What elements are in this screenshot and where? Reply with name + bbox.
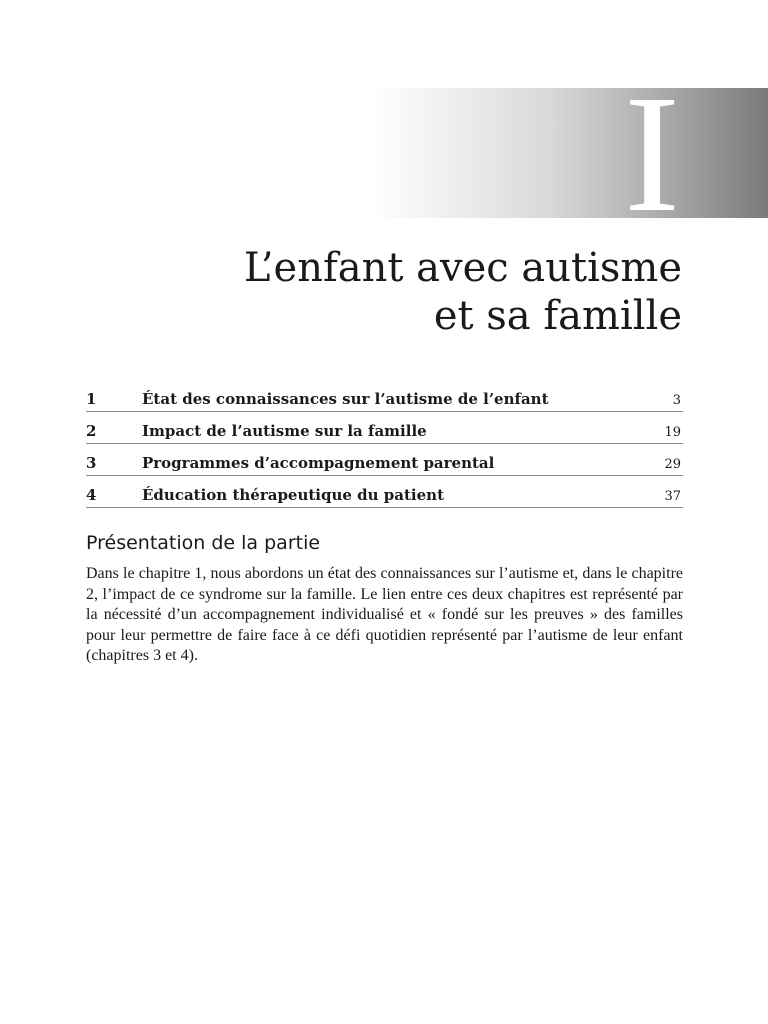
- part-numeral: I: [624, 61, 680, 247]
- toc-page-number: 37: [664, 489, 681, 504]
- toc-chapter-title: Programmes d’accompagnement parental: [142, 454, 495, 472]
- toc-chapter-title: Impact de l’autisme sur la famille: [142, 422, 427, 440]
- toc-chapter-number: 2: [86, 422, 97, 440]
- toc-page-number: 19: [664, 425, 681, 440]
- part-banner: [370, 88, 768, 218]
- toc-chapter-number: 4: [86, 486, 97, 504]
- part-title-line-1: L’enfant avec autisme: [243, 245, 682, 291]
- toc-chapter-number: 1: [86, 390, 97, 408]
- part-title-line-2: et sa famille: [433, 293, 682, 339]
- toc-chapter-title: Éducation thérapeutique du patient: [142, 486, 444, 504]
- toc-row-chapter-1[interactable]: [86, 380, 683, 412]
- toc-page-number: 3: [672, 393, 681, 408]
- toc-page-number: 29: [664, 457, 681, 472]
- toc-row-chapter-4[interactable]: [86, 476, 683, 508]
- section-heading: Présentation de la partie: [86, 532, 321, 554]
- section-body-text: Dans le chapitre 1, nous abordons un état des connaissances sur l’autisme et, dans le chapitre 2, l’impact de ce syndrome sur la famille. Le lien entre ces deux chapitres est représenté par la nécessité d’un accompagnement individualisé et « fondé sur les preuves » des familles pour leur permettre de faire face à ce défi quotidien représenté par l’autisme de leur enfant (chapitres 3 et 4).: [86, 565, 683, 664]
- toc-row-chapter-2[interactable]: [86, 412, 683, 444]
- toc-chapter-title: État des connaissances sur l’autisme de l’enfant: [142, 390, 549, 408]
- toc-chapter-number: 3: [86, 454, 97, 472]
- part-title: [82, 244, 682, 340]
- toc-row-chapter-3[interactable]: [86, 444, 683, 476]
- table-of-contents: [86, 380, 683, 508]
